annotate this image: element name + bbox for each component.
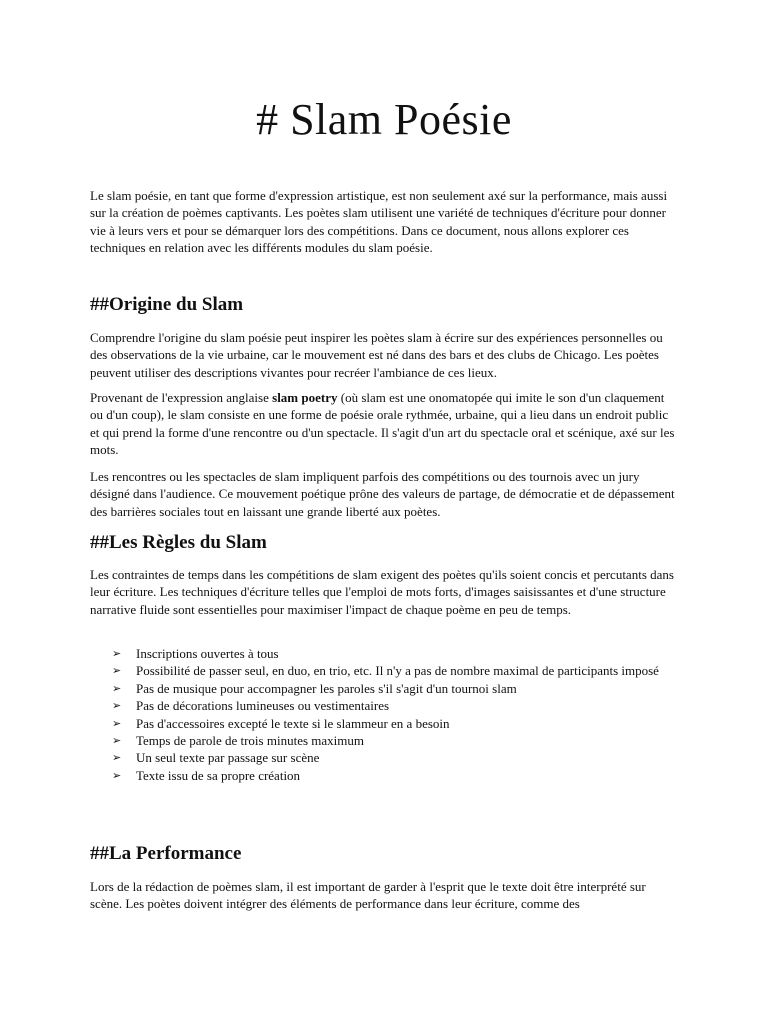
- origin-paragraph-1-block: [90, 329, 680, 381]
- document-title: # Slam Poésie: [256, 95, 512, 144]
- origin-paragraph-2-block: [90, 389, 680, 459]
- arrow-bullet-icon: ➢: [112, 699, 122, 713]
- origin-paragraph-3: Les rencontres ou les spectacles de slam impliquent parfois des compétitions ou des tournois avec un jury désigné dans l'audience. Ce mouvement poétique prône des valeurs de partage, de démocratie et de dépassement des barrières sociales tout en laissant une grande liberté aux poètes.: [90, 469, 675, 519]
- arrow-bullet-icon: ➢: [112, 716, 122, 730]
- performance-paragraph: Lors de la rédaction de poèmes slam, il est important de garder à l'esprit que le texte doit être interprété sur scène. Les poètes doivent intégrer des éléments de performance dans leur écriture, comme des: [90, 879, 646, 912]
- intro-paragraph: Le slam poésie, en tant que forme d'expression artistique, est non seulement axé sur la performance, mais aussi sur la création de poèmes captivants. Les poètes slam utilisent une variété de techniques d'écriture pour donner vie à leurs vers et pour se démarquer lors des compétitions. Dans ce document, nous allons explorer ces techniques en relation avec les différents modules du slam poésie.: [90, 188, 668, 256]
- list-item-text: Pas d'accessoires excepté le texte si le slammeur en a besoin: [136, 715, 450, 731]
- arrow-bullet-icon: ➢: [112, 681, 122, 695]
- list-item: [90, 767, 680, 784]
- origin-heading: ##Origine du Slam: [90, 294, 244, 315]
- slam-poetry-term: slam poetry: [272, 390, 338, 405]
- list-item-text: Un seul texte par passage sur scène: [136, 750, 320, 766]
- origin-section-heading-block: [90, 293, 680, 317]
- origin-p2-text-end: (où slam est une onomatopée qui imite le son d'un claquement ou d'un coup), le slam consiste en une forme de poésie orale rythmée, urbaine, qui a lieu dans un endroit public et qui prend la forme d'une rencontre ou d'un spectacle. Il s'agit d'un art du spectacle oral et scénique, axé sur les mots.: [90, 390, 675, 458]
- intro-paragraph-block: [90, 187, 680, 257]
- origin-paragraph-3-block: [90, 468, 680, 520]
- rules-heading: ##Les Règles du Slam: [90, 532, 267, 553]
- list-item: [90, 732, 680, 749]
- arrow-bullet-icon: ➢: [112, 664, 122, 678]
- list-item: [90, 645, 680, 662]
- list-item-text: Inscriptions ouvertes à tous: [136, 646, 279, 661]
- performance-section-heading-block: [90, 842, 680, 866]
- origin-paragraph-2: [90, 389, 680, 459]
- list-item-text: Temps de parole de trois minutes maximum: [136, 733, 364, 749]
- list-item: [90, 680, 680, 697]
- performance-heading: ##La Performance: [90, 843, 242, 864]
- arrow-bullet-icon: ➢: [112, 734, 122, 748]
- list-item: [90, 697, 680, 714]
- rules-paragraph-block: [90, 566, 680, 618]
- origin-p2-text-start: Provenant de l'expression anglaise: [90, 390, 273, 405]
- arrow-bullet-icon: ➢: [112, 647, 122, 660]
- rules-paragraph: Les contraintes de temps dans les compétitions de slam exigent des poètes qu'ils soient concis et percutants dans leur écriture. Les techniques d'écriture telles que l'emploi de mots forts, d'images saisissantes et d'une structure narrative fluide sont essentielles pour maximiser l'impact de chaque poème en peu de temps.: [90, 567, 674, 617]
- arrow-bullet-icon: ➢: [112, 751, 122, 765]
- list-item-text: Possibilité de passer seul, en duo, en trio, etc. Il n'y a pas de nombre maximal de participants imposé: [136, 663, 659, 679]
- list-item-text: Texte issu de sa propre création: [136, 767, 301, 783]
- list-item: [90, 715, 680, 732]
- rules-list: [90, 645, 680, 784]
- list-item: [90, 662, 680, 679]
- list-item-text: Pas de musique pour accompagner les paroles s'il s'agit d'un tournoi slam: [136, 680, 517, 696]
- arrow-bullet-icon: ➢: [112, 768, 122, 782]
- rules-section-heading-block: [90, 531, 680, 555]
- list-item: [90, 749, 680, 766]
- performance-paragraph-block: [90, 878, 680, 913]
- list-item-text: Pas de décorations lumineuses ou vestimentaires: [136, 698, 390, 714]
- origin-paragraph-1: Comprendre l'origine du slam poésie peut inspirer les poètes slam à écrire sur des expériences personnelles ou des observations de la vie urbaine, car le mouvement est né dans des bars et des clubs de Chicago. Les poètes peuvent utiliser des descriptions vivantes pour recréer l'ambiance de ces lieux.: [90, 330, 663, 380]
